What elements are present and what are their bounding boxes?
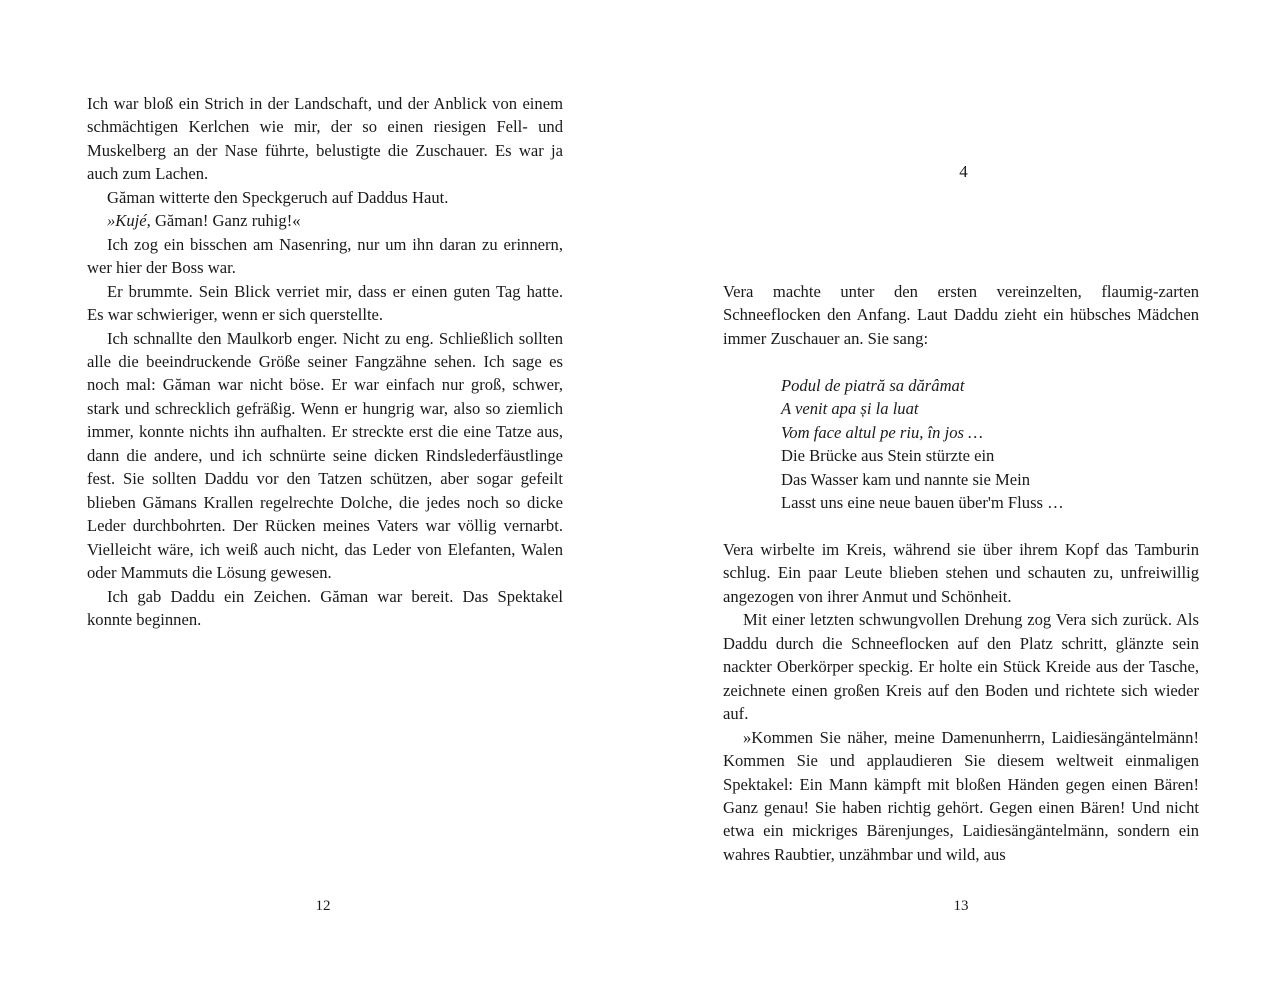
left-page-text: [87, 92, 563, 631]
paragraph-rest: , Găman! Ganz ruhig!«: [146, 211, 301, 231]
paragraph: [87, 209, 563, 232]
paragraph: Mit einer letzten schwungvollen Drehung zog Vera sich zurück. Als Daddu durch die Schneeflocken auf den Platz schritt, glänzte sein nackter Oberkörper speckig. Er holte ein Stück Kreide aus der Tasche, zeichnete einen großen Kreis auf den Boden und richtete sich wieder auf.: [723, 610, 1199, 724]
paragraph: Er brummte. Sein Blick verriet mir, dass er einen guten Tag hatte. Es war schwieriger, wenn er sich querstellte.: [87, 281, 563, 325]
poem-line-romanian: Vom face altul pe riu, în jos …: [781, 422, 983, 442]
chapter-number: 4: [959, 162, 968, 181]
paragraph: Ich gab Daddu ein Zeichen. Găman war bereit. Das Spektakel konnte beginnen.: [87, 586, 563, 629]
poem-line-german: Die Brücke aus Stein stürzte ein: [781, 446, 995, 466]
paragraph: »Kommen Sie näher, meine Damenunherrn, Laidiesängäntelmänn! Kommen Sie und applaudieren Sie diesem weltweit einmaligen Spektakel: Ein Mann kämpft mit bloßen Händen gegen einen Bären! Ganz genau! Sie haben richtig gehört. Gegen einen Bären! Und nicht etwa ein mickriges Bärenjunges, Laidiesängäntelmänn, sondern ein wahres Raubtier, unzähmbar und wild, aus: [723, 727, 1199, 864]
poem-line-german: Das Wasser kam und nannte sie Mein: [781, 469, 1031, 489]
paragraph: Ich war bloß ein Strich in der Landschaft, und der Anblick von einem schmächtigen Kerlchen wie mir, der so einen riesigen Fell- und Muskelberg an der Nase führte, belustigte die Zuschauer. Es war ja auch zum Lachen.: [87, 94, 563, 184]
poem-line-romanian: A venit apa și la luat: [781, 399, 919, 419]
right-page: [642, 0, 1285, 1000]
paragraph: Ich zog ein bisschen am Nasenring, nur um ihn daran zu erinnern, wer hier der Boss war.: [87, 234, 563, 278]
paragraph: Ich schnallte den Maulkorb enger. Nicht zu eng. Schließlich sollten alle die beeindruckende Größe seiner Fangzähne sehen. Ich sage es noch mal: Găman war nicht böse. Er war einfach nur groß, schwer, stark und schrecklich gefräßig. Wenn er hungrig war, also so ziemlich immer, konnte nichts ihn aufhalten. Er streckte erst die eine Tatze aus, dann die andere, und ich schnürte seine dicken Rindslederfäustlinge fest. Sie sollten Daddu vor den Tatzen schützen, aber sogar gefeilt blieben Gămans Krallen regelrechte Dolche, die jedes noch so dicke Leder durchbohrten. Der Rücken meines Vaters war völlig vernarbt. Vielleicht wäre, ich weiß auch nicht, das Leder von Elefanten, Walen oder Mammuts die Lösung gewesen.: [87, 328, 563, 583]
left-page: [0, 0, 642, 1000]
right-page-main-text: [723, 538, 1199, 866]
paragraph: Gămаn witterte den Speckgeruch auf Daddus Haut.: [107, 187, 449, 207]
poem-line-german: Lasst uns eine neue bauen über'm Fluss …: [781, 493, 1064, 513]
paragraph: Vera machte unter den ersten vereinzelten, flaumig-zarten Schneeflocken den Anfang. Laut Daddu zieht ein hübsches Mädchen immer Zuschauer an. Sie sang:: [723, 282, 1199, 348]
poem: [781, 374, 1064, 515]
italic-word: »Kujé: [107, 211, 147, 231]
page-number-right: 13: [953, 898, 969, 914]
poem-line-romanian: Podul de piatră sa dărâmat: [781, 376, 965, 395]
page-number-left: 12: [315, 898, 331, 914]
right-page-intro-text: [723, 280, 1199, 350]
paragraph: Vera wirbelte im Kreis, während sie über ihrem Kopf das Tamburin schlug. Ein paar Leute blieben stehen und schauten zu, unfreiwillig angezogen von ihrer Anmut und Schönheit.: [723, 540, 1199, 606]
